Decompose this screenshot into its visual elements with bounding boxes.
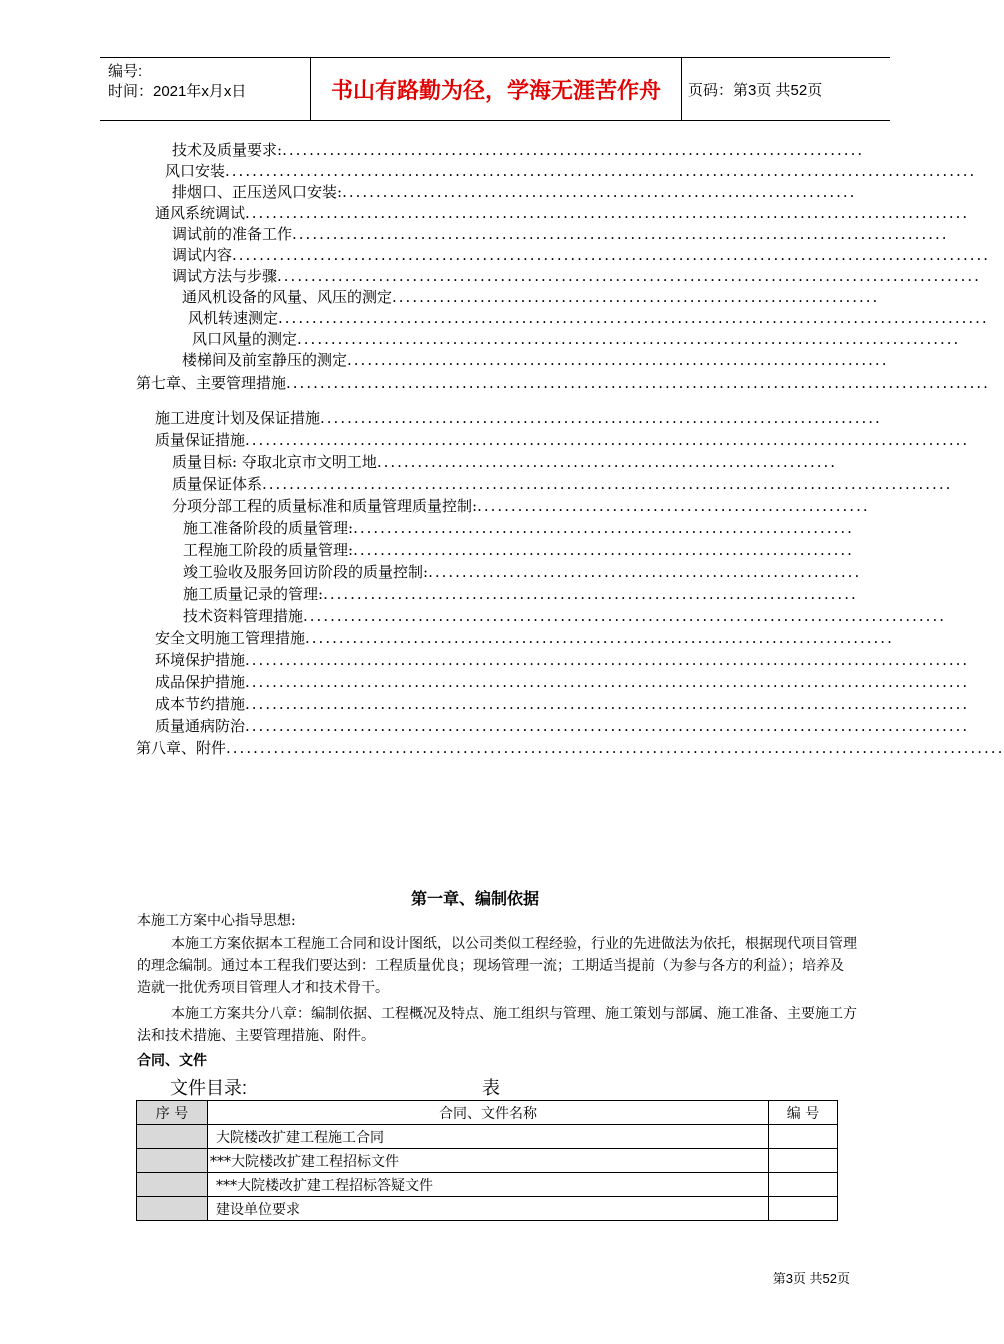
toc-entry[interactable]: 排烟口、正压送风口安装: ............................................................................	[172, 183, 857, 201]
page-label: 页码：第3页 共52页	[688, 81, 823, 99]
header-code: 编 号	[769, 1101, 838, 1125]
table-row	[137, 1149, 838, 1173]
name-cell: 大院楼改扩建工程施工合同	[208, 1125, 769, 1149]
paragraph-1: 本施工方案依据本工程施工合同和设计图纸，以公司类似工程经验，行业的先进做法为依托，根据现代项目管理的理念编制。通过本工程我们要达到：工程质量优良；现场管理一流；工期适当提前（为参与各方的利益）；培养及造就一批优秀项目管理人才和技术骨干。	[137, 936, 857, 996]
toc-entry[interactable]: 通风机设备的风量、风压的测定 ........................................................................	[182, 288, 880, 306]
intro-label: 本施工方案中心指导思想:	[137, 913, 296, 929]
toc-entry[interactable]: 楼梯间及前室静压的测定 ................................................................................	[182, 351, 889, 369]
table-row	[137, 1173, 838, 1197]
table-word: 表	[482, 1078, 500, 1098]
toc-entry[interactable]: 施工准备阶段的质量管理: ..........................................................................	[183, 519, 854, 537]
file-table	[136, 1100, 838, 1221]
toc-entry[interactable]: 风口风量的测定 ..................................................................................................	[192, 330, 961, 348]
paragraph-2: 本施工方案共分八章：编制依据、工程概况及特点、施工组织与管理、施工策划与部属、施工准备、主要施工方法和技术措施、主要管理措施、附件。	[137, 1006, 857, 1044]
table-row	[137, 1125, 838, 1149]
section-heading: 合同、文件	[137, 1053, 207, 1069]
toc-entry[interactable]: 第八章、附件 ...................................................................................................................	[136, 739, 1004, 757]
chapter-title: 第一章、编制依据	[410, 889, 539, 908]
time-label: 时间：2021年x月x日	[108, 83, 247, 100]
index-cell	[137, 1149, 208, 1173]
page-header	[100, 57, 890, 121]
toc-entry[interactable]: 通风系统调试 ...........................................................................................................	[155, 204, 970, 222]
page-footer: 第3页 共52页	[772, 1271, 850, 1286]
toc-entry[interactable]: 技术资料管理措施 ...............................................................................................	[183, 607, 946, 625]
toc-entry[interactable]: 调试方法与步骤 ........................................................................................................	[172, 267, 981, 285]
code-cell	[769, 1125, 838, 1149]
motto: 书山有路勤为径，学海无涯苦作舟	[310, 58, 682, 120]
name-cell: 建设单位要求	[208, 1197, 769, 1221]
number-label: 编号:	[108, 63, 143, 80]
index-cell	[137, 1125, 208, 1149]
toc-entry[interactable]: 调试内容 ................................................................................................................	[172, 246, 991, 264]
toc-entry[interactable]: 成本节约措施 ...........................................................................................................	[155, 695, 970, 713]
file-directory-line	[170, 1074, 500, 1100]
toc-entry[interactable]: 风机转速测定 .........................................................................................................	[188, 309, 989, 327]
table-header-row	[137, 1101, 838, 1125]
toc-entry[interactable]: 工程施工阶段的质量管理: ..........................................................................	[183, 541, 854, 559]
header-index: 序 号	[137, 1101, 208, 1125]
code-cell	[769, 1173, 838, 1197]
toc-entry[interactable]: 分项分部工程的质量标准和质量管理质量控制: ..........................................................	[172, 497, 870, 515]
toc-entry[interactable]: 质量保证体系 ......................................................................................................	[172, 475, 953, 493]
header-left	[108, 62, 302, 102]
index-cell	[137, 1197, 208, 1221]
file-directory-label: 文件目录:	[170, 1078, 248, 1098]
toc-entry[interactable]: 质量保证措施 ...........................................................................................................	[155, 431, 970, 449]
toc-entry[interactable]: 调试前的准备工作 .................................................................................................	[172, 225, 949, 243]
toc-entry[interactable]: 施工质量记录的管理: ...............................................................................	[183, 585, 858, 603]
table-row	[137, 1197, 838, 1221]
name-cell: ***大院楼改扩建工程招标答疑文件	[208, 1173, 769, 1197]
code-cell	[769, 1149, 838, 1173]
toc-entry[interactable]: 施工进度计划及保证措施 ...................................................................................	[155, 409, 882, 427]
toc-entry[interactable]: 质量目标: 夺取北京市文明工地 ....................................................................	[172, 453, 838, 471]
toc-entry[interactable]: 风口安装 ...............................................................................................................	[165, 162, 977, 180]
toc-entry[interactable]: 安全文明施工管理措施 .......................................................................................	[155, 629, 894, 647]
toc-entry[interactable]: 竣工验收及服务回访阶段的质量控制: ................................................................	[183, 563, 862, 581]
toc-entry[interactable]: 质量通病防治 ...........................................................................................................	[155, 717, 970, 735]
header-name: 合同、文件名称	[208, 1101, 769, 1125]
index-cell	[137, 1173, 208, 1197]
code-cell	[769, 1197, 838, 1221]
toc-entry[interactable]: 第七章、主要管理措施 ........................................................................................................	[136, 374, 990, 392]
name-cell: ***大院楼改扩建工程招标文件	[208, 1149, 769, 1173]
toc-entry[interactable]: 环境保护措施 ...........................................................................................................	[155, 651, 970, 669]
toc-entry[interactable]: 技术及质量要求: ......................................................................................	[172, 141, 865, 159]
toc-entry[interactable]: 成品保护措施 ...........................................................................................................	[155, 673, 970, 691]
